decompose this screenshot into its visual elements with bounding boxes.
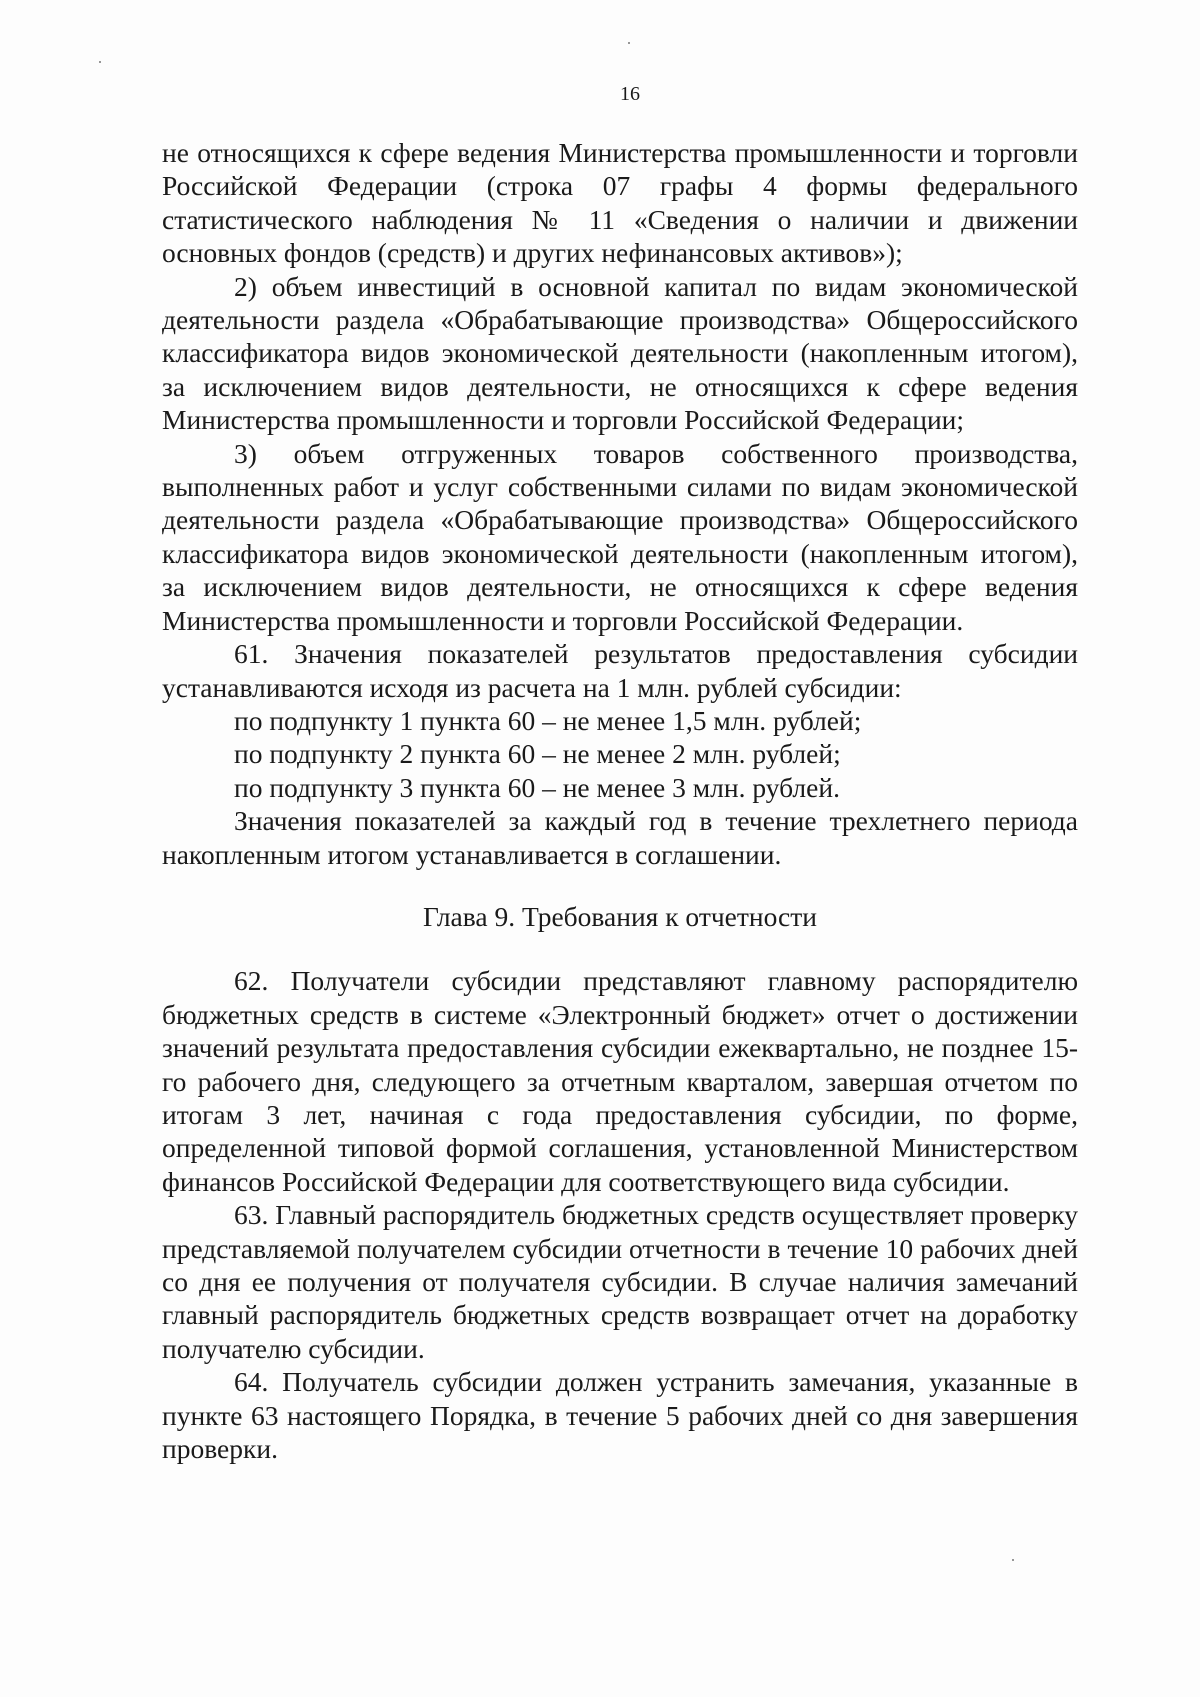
- scan-speck: [99, 61, 101, 63]
- paragraph-62: 62. Получатели субсидии представляют главному распорядителю бюджетных средств в системе «Электронный бюджет» отчет о достижении значений результата предоставления субсидии ежеквартально, не позднее 15-го рабочего дня, следующего за отчетным кварталом, завершая отчетом по итогам 3 лет, начиная с года предоставления субсидии, по форме, определенной типовой формой соглашения, установленной Министерством финансов Российской Федерации для соответствующего вида субсидии.: [162, 965, 1078, 1197]
- scan-speck: [628, 42, 630, 44]
- list-item-subpoint-2: по подпункту 2 пункта 60 – не менее 2 млн. рублей;: [234, 738, 841, 770]
- paragraph-64: 64. Получатель субсидии должен устранить замечания, указанные в пункте 63 настоящего Порядка, в течение 5 рабочих дней со дня завершения проверки.: [162, 1366, 1078, 1465]
- chapter-heading: Глава 9. Требования к отчетности: [423, 900, 817, 932]
- paragraph-continuation: не относящихся к сфере ведения Министерства промышленности и торговли Российской Федерации (строка 07 графы 4 формы федерального статистического наблюдения № 11 «Сведения о наличии и движении основных фондов (средств) и других нефинансовых активов»);: [162, 137, 1078, 269]
- paragraph-61: 61. Значения показателей результатов предоставления субсидии устанавливаются исходя из расчета на 1 млн. рублей субсидии:: [162, 638, 1078, 703]
- document-body: [162, 136, 1078, 1465]
- paragraph-item-2: 2) объем инвестиций в основной капитал по видам экономической деятельности раздела «Обрабатывающие производства» Общероссийского классификатора видов экономической деятельности (накопленным итогом), за исключением видов деятельности, не относящихся к сфере ведения Министерства промышленности и торговли Российской Федерации;: [162, 270, 1078, 436]
- list-item-subpoint-3: по подпункту 3 пункта 60 – не менее 3 млн. рублей.: [234, 771, 840, 803]
- page-number: 16: [620, 83, 640, 105]
- scan-speck: [1012, 1559, 1014, 1561]
- paragraph-63: 63. Главный распорядитель бюджетных средств осуществляет проверку представляемой получателем субсидии отчетности в течение 10 рабочих дней со дня ее получения от получателя субсидии. В случае наличия замечаний главный распорядитель бюджетных средств возвращает отчет на доработку получателю субсидии.: [162, 1199, 1078, 1364]
- paragraph-indicator-values: Значения показателей за каждый год в течение трехлетнего периода накопленным итогом устанавливается в соглашении.: [162, 805, 1078, 870]
- paragraph-item-3: 3) объем отгруженных товаров собственного производства, выполненных работ и услуг собственными силами по видам экономической деятельности раздела «Обрабатывающие производства» Общероссийского классификатора видов экономической деятельности (накопленным итогом), за исключением видов деятельности, не относящихся к сфере ведения Министерства промышленности и торговли Российской Федерации.: [162, 437, 1078, 636]
- list-item-subpoint-1: по подпункту 1 пункта 60 – не менее 1,5 млн. рублей;: [234, 704, 862, 736]
